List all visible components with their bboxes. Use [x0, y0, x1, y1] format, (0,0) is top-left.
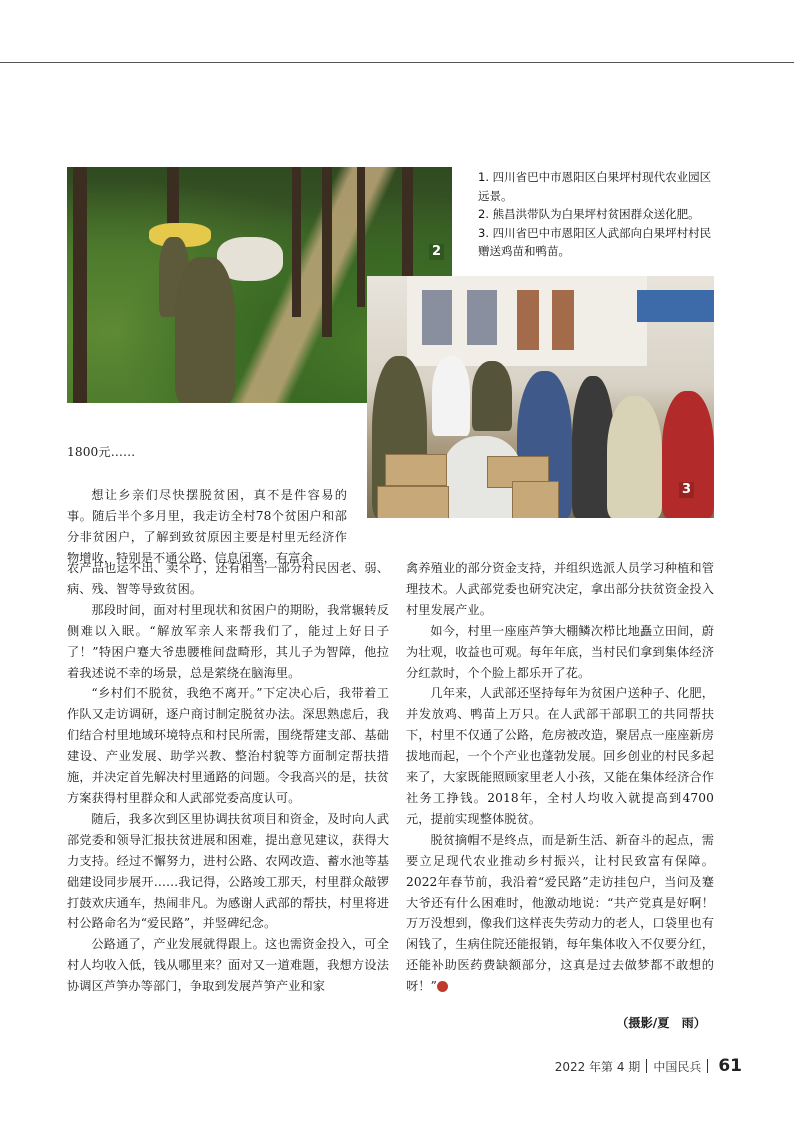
paragraph: 想让乡亲们尽快摆脱贫困，真不是件容易的事。随后半个多月里，我走访全村78个贫困户和部分非贫困户，了解到致贫原因主要是村里无经济作物增收，特别是不通公路、信息闭塞，有富余: [67, 488, 347, 565]
paragraph: 农产品也运不出、卖不了，还有相当一部分村民因老、弱、病、残、智等导致贫困。: [67, 561, 389, 596]
paragraph: 随后，我多次到区里协调扶贫项目和资金，及时向人武部党委和领导汇报扶贫进展和困难，提出意见建议，获得大力支持。经过不懈努力，进村公路、农网改造、蓄水池等基础建设同步展开……我记得，公路竣工那天，村里群众敲锣打鼓欢庆通车，热闹非凡。为感谢人武部的帮扶，村里将进村公路命名为“爱民路”，并竖碑纪念。: [67, 811, 389, 931]
paragraph: 公路通了，产业发展就得跟上。这也需资金投入，可全村人均收入低，钱从哪里来？面对又一道难题，我想方设法协调区芦笋办等部门，争取到发展芦笋产业和家: [67, 937, 389, 994]
photo-ducklings-donation: [367, 276, 714, 518]
photo-number-2: 2: [429, 244, 444, 260]
header-rule: [0, 62, 794, 63]
caption-3: 3. 四川省巴中市恩阳区人武部向白果坪村村民赠送鸡苗和鸭苗。: [478, 225, 712, 258]
paragraph: 1800元……: [67, 445, 136, 459]
photo-credit: （摄影/夏 雨）: [616, 1016, 706, 1030]
article-fragment-top: [67, 442, 357, 463]
paragraph: 禽养殖业的部分资金支持，并组织选派人员学习种植和管理技术。人武部党委也研究决定，拿出部分扶贫资金投入村里发展产业。: [406, 561, 714, 617]
caption-1: 1. 四川省巴中市恩阳区白果坪村现代农业园区远景。: [478, 170, 712, 203]
article-right-column: [406, 558, 714, 997]
article-paragraph-intro: [67, 485, 347, 569]
paragraph-final: [406, 830, 714, 997]
photo-number-3: 3: [679, 482, 694, 498]
paragraph-text: 脱贫摘帽不是终点，而是新生活、新奋斗的起点，需要立足现代农业推动乡村振兴，让村民致富有保障。2022年春节前，我沿着“爱民路”走访挂包户，当问及蹇大爷还有什么困难时，他激动地说：“共产党真是好啊！万万没想到，像我们这样丧失劳动力的老人，口袋里也有闲钱了，生病住院还能报销，每年集体收入不仅要分红，还能补助医药费缺额部分，这真是过去做梦都不敢想的呀！”: [406, 832, 714, 994]
paragraph: 那段时间，面对村里现状和贫困户的期盼，我常辗转反侧难以入眠。“解放军亲人来帮我们了，能过上好日子了！”特困户蹇大爷患腰椎间盘畸形，其儿子为智障，他拉着我述说不幸的场景，总是萦绕在脑海里。: [67, 602, 389, 680]
page-number: 61: [718, 1056, 742, 1076]
paragraph: 几年来，人武部还坚持每年为贫困户送种子、化肥，并发放鸡、鸭苗上万只。在人武部干部职工的共同帮扶下，村里不仅通了公路，危房被改造，聚居点一座座新房拔地而起，一个个产业也蓬勃发展。回乡创业的村民多起来了，大家既能照顾家里老人小孩，又能在集体经济合作社务工挣钱。2018年，全村人均收入就提高到4700元，提前实现整体脱贫。: [406, 686, 714, 826]
magazine-name: 中国民兵: [653, 1059, 702, 1074]
footer-divider: [707, 1059, 708, 1073]
article-left-column: [67, 558, 389, 997]
paragraph: 如今，村里一座座芦笋大棚鳞次栉比地矗立田间，蔚为壮观，收益也可观。每年年底，当村民们拿到集体经济分红款时，个个脸上都乐开了花。: [406, 623, 714, 680]
paragraph: “乡村们不脱贫，我绝不离开。”下定决心后，我带着工作队又走访调研，逐户商讨制定脱贫办法。深思熟虑后，我们结合村里地域环境特点和村民所需，围绕帮建支部、基础建设、产业发展、助学兴教、整治村貌等方面制定帮扶措施，并决定首先解决村里通路的问题。令我高兴的是，扶贫方案获得村里群众和人武部党委高度认可。: [67, 686, 389, 805]
end-mark-icon: 军: [437, 981, 448, 992]
caption-2: 2. 熊昌洪带队为白果坪村贫困群众送化肥。: [478, 207, 700, 221]
footer-divider: [646, 1059, 647, 1073]
page-footer: [555, 1056, 742, 1076]
issue-label: 2022 年第 4 期: [554, 1059, 641, 1074]
photo-captions: [478, 168, 718, 261]
